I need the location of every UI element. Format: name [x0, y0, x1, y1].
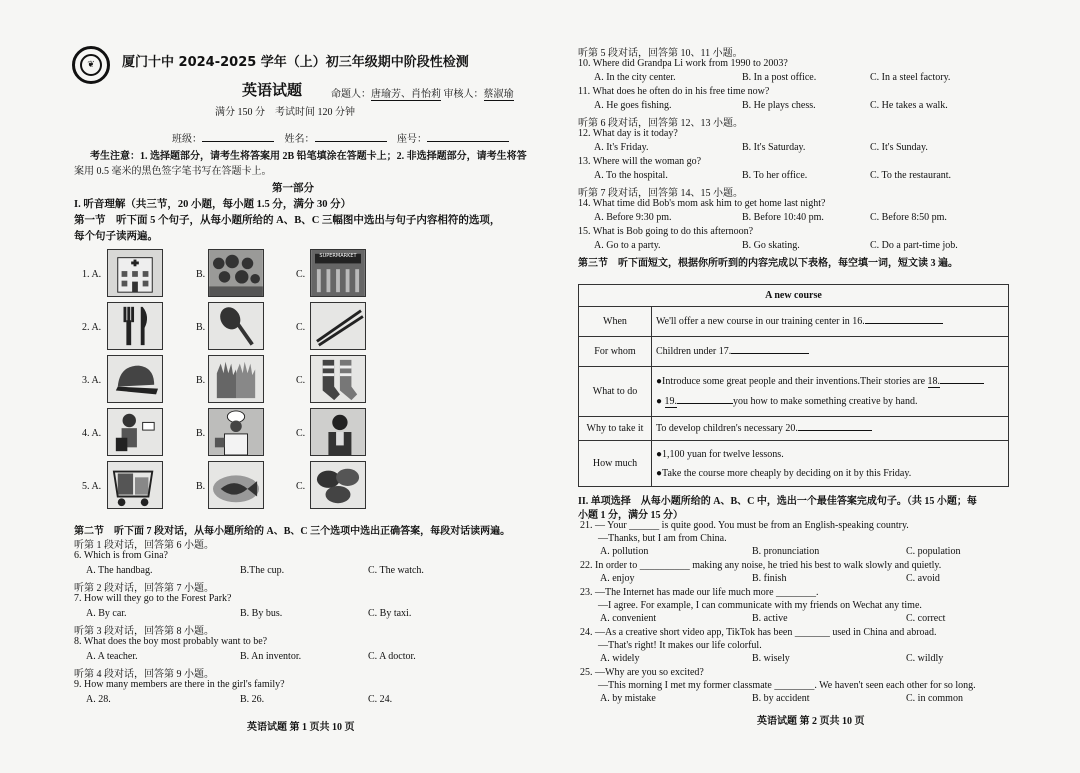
mc-question-line: 24. —As a creative short video app, TikTok has been _______ used in China and abroad.: [580, 627, 937, 638]
option-c: C. He takes a walk.: [870, 100, 948, 111]
option-a-image: [107, 355, 163, 403]
mc-response-line: —I agree. For example, I can communicate with my friends on Wechat any time.: [598, 600, 922, 611]
option-b: B. An inventor.: [240, 651, 302, 662]
row-label-whom: For whom: [579, 337, 652, 367]
subject-title: 英语试题: [242, 81, 303, 99]
mc-option-c: C. wildly: [906, 653, 944, 664]
setter-info: 命题人：唐瑜芳、肖怡莉 审核人：蔡淑瑜: [331, 85, 514, 101]
mc-option-b: B. wisely: [752, 653, 790, 664]
option-b: B. By bus.: [240, 608, 283, 619]
row-whom: Children under 17.: [652, 337, 1009, 367]
question-text: 14. What time did Bob's mom ask him to get home last night?: [578, 198, 826, 209]
option-a: A. The handbag.: [86, 565, 153, 576]
cakes-icon: [311, 462, 365, 508]
row-what: ●Introduce some great people and their inventions.Their stories are 18. ● 19. you how to make something creative by hand.: [652, 367, 1009, 417]
option-c-label: C.: [296, 428, 306, 439]
row-label-much: How much: [579, 441, 652, 487]
question-text: 7. How will they go to the Forest Park?: [74, 593, 232, 604]
row-label-when: When: [579, 307, 652, 337]
question-text: 12. What day is it today?: [578, 128, 678, 139]
option-c: C. 24.: [368, 694, 393, 705]
option-b: B. In a post office.: [742, 72, 817, 83]
pic-row-number: 1. A.: [82, 269, 102, 280]
mc-option-a: A. widely: [600, 653, 640, 664]
option-b-image: [208, 408, 264, 456]
dialogue-intro: 听第 3 段对话，回答第 8 小题。: [74, 626, 214, 637]
option-b: B. Before 10:40 pm.: [742, 212, 824, 223]
option-c-image: [310, 408, 366, 456]
option-b-label: B.: [196, 428, 206, 439]
gloves-icon: [209, 356, 263, 402]
row-when: We'll offer a new course in our training center in 16.: [652, 307, 1009, 337]
mc-option-c: C. in common: [906, 693, 963, 704]
mc-response-line: —That's right! It makes our life colorful.: [598, 640, 762, 651]
mc-question-line: 25. —Why are you so excited?: [580, 667, 704, 678]
option-a: A. Go to a party.: [594, 240, 661, 251]
option-a: A. He goes fishing.: [594, 100, 672, 111]
option-a: A. By car.: [86, 608, 127, 619]
sec1-instruction-1: 第一节 听下面 5 个句子，从每小题所给的 A、B、C 三幅图中选出与句子内容相符的选项，: [74, 215, 501, 226]
option-a: A. In the city center.: [594, 72, 676, 83]
option-c-image: [310, 249, 366, 297]
notice-line-1: 考生注意：1. 选择题部分，请考生将答案用 2B 铅笔填涂在答题卡上；2. 非选择题部分，请考生将答: [90, 151, 527, 162]
chopsticks-icon: [311, 303, 365, 349]
option-c: C. Do a part-time job.: [870, 240, 958, 251]
option-c-image: [310, 461, 366, 509]
dialogue-intro: 听第 6 段对话，回答第 12、13 小题。: [578, 118, 743, 129]
option-c-label: C.: [296, 481, 306, 492]
option-b-label: B.: [196, 322, 206, 333]
mc-option-c: C. population: [906, 546, 961, 557]
market-stall-icon: [209, 250, 263, 296]
question-text: 15. What is Bob going to do this afternoon?: [578, 226, 754, 237]
section-I-heading: I. 听音理解（共三节，20 小题，每小题 1.5 分，满分 30 分）: [74, 199, 352, 210]
score-time: 满分 150 分 考试时间 120 分钟: [215, 107, 355, 118]
dialogue-intro: 听第 4 段对话，回答第 9 小题。: [74, 669, 214, 680]
mc-option-b: B. by accident: [752, 693, 810, 704]
sec3-heading: 第三节 听下面短文，根据你所听到的内容完成以下表格，每空填一词，短文读 3 遍。: [578, 258, 958, 269]
page-footer-right: 英语试题 第 2 页共 10 页: [757, 716, 865, 727]
option-b: B.The cup.: [240, 565, 285, 576]
mc-option-a: A. enjoy: [600, 573, 635, 584]
school-seal-icon: ❦: [80, 54, 102, 76]
bullet-icon: ●: [656, 448, 663, 460]
option-b-image: [208, 249, 264, 297]
option-c: C. Before 8:50 pm.: [870, 212, 947, 223]
dialogue-intro: 听第 7 段对话，回答第 14、15 小题。: [578, 188, 743, 199]
row-why: To develop children's necessary 20.: [652, 417, 1009, 441]
question-text: 8. What does the boy most probably want to be?: [74, 636, 268, 647]
option-b-label: B.: [196, 481, 206, 492]
option-b-label: B.: [196, 269, 206, 280]
doctor-icon: [311, 409, 365, 455]
option-c-image: [310, 302, 366, 350]
fish-plate-icon: [209, 462, 263, 508]
option-c: C. In a steel factory.: [870, 72, 951, 83]
dialogue-intro: 听第 1 段对话，回答第 6 小题。: [74, 540, 214, 551]
mc-option-a: A. pollution: [600, 546, 649, 557]
option-b-image: [208, 302, 264, 350]
mc-question-line: 23. —The Internet has made our life much more ________.: [580, 587, 819, 598]
cook-icon: [209, 409, 263, 455]
option-b-label: B.: [196, 375, 206, 386]
question-text: 10. Where did Grandpa Li work from 1990 to 2003?: [578, 58, 788, 69]
option-b: B. 26.: [240, 694, 265, 705]
option-a: A. It's Friday.: [594, 142, 649, 153]
option-b-image: [208, 355, 264, 403]
pic-row-number: 4. A.: [82, 428, 102, 439]
spoon-icon: [209, 303, 263, 349]
course-table: [578, 284, 1009, 487]
mc-response-line: —Thanks, but I am from China.: [598, 533, 727, 544]
option-b: B. Go skating.: [742, 240, 800, 251]
option-c: C. The watch.: [368, 565, 424, 576]
option-a-image: [107, 461, 163, 509]
option-c-image: [310, 355, 366, 403]
bullet-icon: ●: [656, 467, 663, 479]
option-c: C. A doctor.: [368, 651, 416, 662]
hospital-icon: [108, 250, 162, 296]
question-text: 13. Where will the woman go?: [578, 156, 702, 167]
option-c-label: C.: [296, 322, 306, 333]
table-title: A new course: [579, 285, 1009, 307]
section-II-heading-1: II. 单项选择 从每小题所给的 A、B、C 中，选出一个最佳答案完成句子。（共 15 小题；每: [578, 496, 977, 507]
option-b-image: [208, 461, 264, 509]
sec2-heading: 第二节 听下面 7 段对话，从每小题所给的 A、B、C 三个选项中选出正确答案，每段对话读两遍。: [74, 526, 511, 537]
option-c: C. To the restaurant.: [870, 170, 952, 181]
mc-question-line: 21. — Your ______ is quite good. You must be from an English-speaking country.: [580, 520, 909, 531]
bullet-icon: ●: [656, 395, 663, 407]
option-a-image: [107, 249, 163, 297]
section-II-heading-2: 小题 1 分，满分 15 分）: [578, 510, 683, 521]
bullet-icon: ●: [656, 375, 663, 387]
cap-icon: [108, 356, 162, 402]
option-b: B. To her office.: [742, 170, 808, 181]
pic-row-number: 2. A.: [82, 322, 102, 333]
mc-option-a: A. by mistake: [600, 693, 656, 704]
socks-icon: [311, 356, 365, 402]
option-c: C. By taxi.: [368, 608, 412, 619]
cart-icon: [108, 462, 162, 508]
row-much: ●1,100 yuan for twelve lessons. ●Take the course more cheaply by deciding on it by this Friday.: [652, 441, 1009, 487]
mc-option-b: B. finish: [752, 573, 787, 584]
option-b: B. He plays chess.: [742, 100, 816, 111]
dialogue-intro: 听第 2 段对话，回答第 7 小题。: [74, 583, 214, 594]
sec1-instruction-2: 每个句子读两遍。: [74, 231, 158, 242]
mc-option-b: B. active: [752, 613, 788, 624]
mc-option-a: A. convenient: [600, 613, 657, 624]
question-text: 6. Which is from Gina?: [74, 550, 168, 561]
question-text: 9. How many members are there in the girl's family?: [74, 679, 285, 690]
mc-option-c: C. avoid: [906, 573, 940, 584]
exam-title: 厦门十中 2024-2025 学年（上）初三年级期中阶段性检测: [122, 55, 469, 70]
option-a-image: [107, 302, 163, 350]
notice-line-2: 案用 0.5 毫米的黑色签字笔书写在答题卡上。: [74, 166, 272, 177]
school-logo: [72, 46, 110, 84]
mc-option-b: B. pronunciation: [752, 546, 820, 557]
fork-knife-icon: [108, 303, 162, 349]
option-a: A. To the hospital.: [594, 170, 668, 181]
option-b: B. It's Saturday.: [742, 142, 806, 153]
part1-heading: 第一部分: [272, 183, 314, 194]
option-a: A. A teacher.: [86, 651, 138, 662]
option-a-image: [107, 408, 163, 456]
option-c-label: C.: [296, 375, 306, 386]
dialogue-intro: 听第 5 段对话，回答第 10、11 小题。: [578, 48, 743, 59]
question-text: 11. What does he often do in his free time now?: [578, 86, 770, 97]
pic-row-number: 3. A.: [82, 375, 102, 386]
option-c: C. It's Sunday.: [870, 142, 928, 153]
mc-question-line: 22. In order to __________ making any noise, he tried his best to walk slowly and quietly.: [580, 560, 942, 571]
page-footer-left: 英语试题 第 1 页共 10 页: [247, 722, 355, 733]
pic-row-number: 5. A.: [82, 481, 102, 492]
option-c-label: C.: [296, 269, 306, 280]
student-info-row: 班级： 姓名： 座号：: [172, 130, 509, 145]
supermarket-sign: SUPERMARKET: [319, 253, 357, 259]
row-label-what: What to do: [579, 367, 652, 417]
postman-icon: [108, 409, 162, 455]
mc-option-c: C. correct: [906, 613, 946, 624]
option-a: A. 28.: [86, 694, 111, 705]
option-a: A. Before 9:30 pm.: [594, 212, 672, 223]
mc-response-line: —This morning I met my former classmate ________. We haven't seen each other for so long.: [598, 680, 976, 691]
row-label-why: Why to take it: [579, 417, 652, 441]
